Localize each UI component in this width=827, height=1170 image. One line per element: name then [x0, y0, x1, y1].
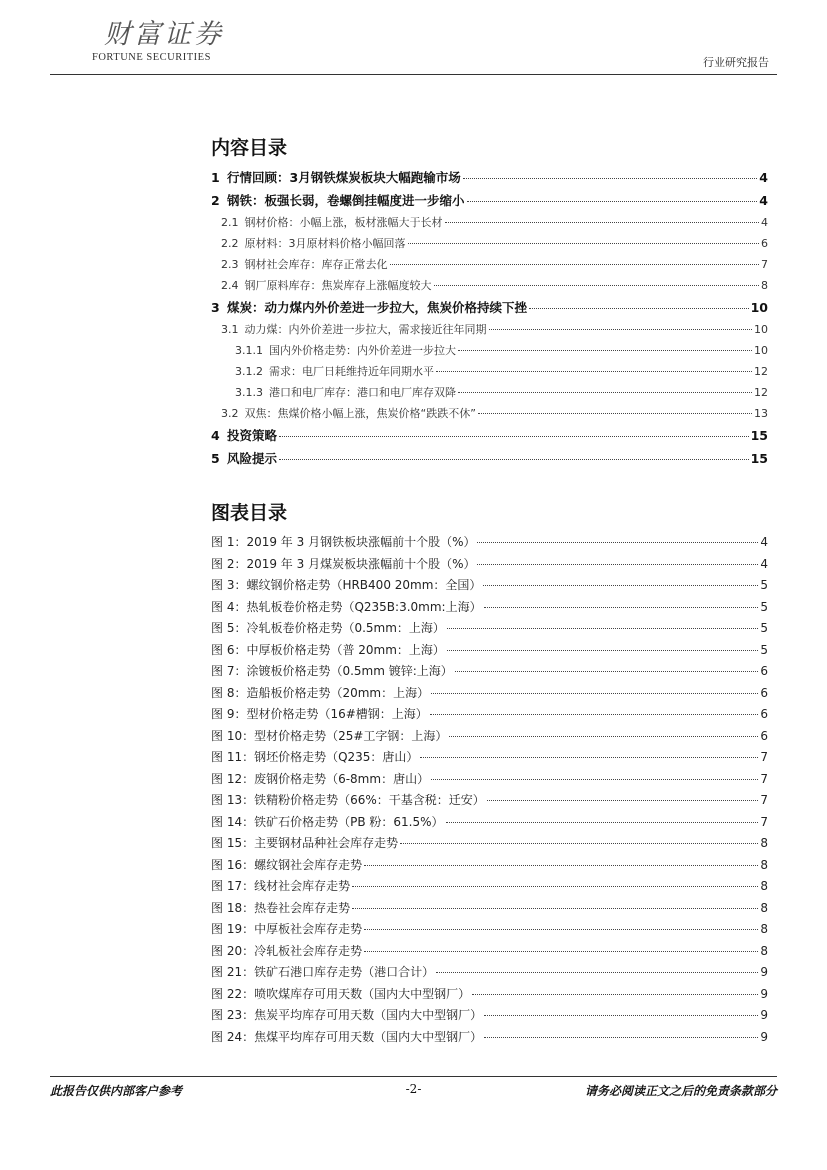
toc-entry-label: 钢厂原料库存：焦炭库存上涨幅度较大	[244, 279, 432, 292]
figure-entry[interactable]	[211, 985, 768, 1007]
dot-leader	[445, 222, 760, 223]
toc-entry-label: 图 7：涂镀板价格走势（0.5mm 镀锌:上海）	[211, 664, 453, 678]
toc-entry-page: 8	[760, 922, 768, 936]
dot-leader	[458, 392, 752, 393]
toc-entry-page: 8	[760, 836, 768, 850]
dot-leader	[364, 865, 758, 866]
dot-leader	[484, 1015, 758, 1016]
toc-entry-page: 6	[760, 685, 768, 700]
toc-entry-page: 8	[761, 279, 768, 292]
footer-disclaimer-right: 请务必阅读正文之后的免责条款部分	[584, 1084, 777, 1098]
toc-entry-page: 7	[761, 258, 768, 271]
dot-leader	[477, 542, 758, 543]
dot-leader	[477, 564, 758, 565]
toc-entry-label: 图 17：线材社会库存走势	[211, 879, 351, 893]
toc-entry-label: 风险提示	[227, 451, 278, 466]
dot-leader	[463, 178, 758, 179]
dot-leader	[446, 822, 759, 823]
toc-entry-page: 7	[760, 814, 768, 829]
figure-entry[interactable]	[211, 813, 768, 835]
toc-entry[interactable]	[211, 235, 768, 256]
toc-entry-number: 5	[211, 451, 220, 466]
figure-entry[interactable]	[211, 662, 768, 684]
dot-leader	[449, 736, 758, 737]
toc-entry-page: 7	[760, 750, 768, 764]
toc-entry-page: 8	[760, 900, 768, 915]
toc-entry-label: 钢材价格：小幅上涨，板材涨幅大于长材	[244, 216, 443, 229]
toc-entry-page: 8	[760, 879, 768, 893]
toc-entry-page: 5	[760, 599, 768, 614]
toc-entry-label: 图 6：中厚板价格走势（普 20mm：上海）	[211, 642, 445, 657]
figure-entry[interactable]	[211, 942, 768, 964]
dot-leader	[447, 628, 758, 629]
toc-entry[interactable]	[211, 214, 768, 235]
toc-entry-label: 图 2：2019 年 3 月煤炭板块涨幅前十个股（%）	[211, 556, 476, 571]
toc-entry-label: 投资策略	[227, 428, 278, 443]
toc-entry-label: 动力煤：内外价差进一步拉大，需求接近往年同期	[244, 323, 487, 336]
toc-entry-page: 4	[760, 556, 768, 571]
toc-entry[interactable]	[211, 363, 768, 384]
dot-leader	[472, 994, 758, 995]
figure-entry[interactable]	[211, 727, 768, 749]
dot-leader	[489, 329, 753, 330]
toc-entry-page: 12	[754, 365, 768, 378]
toc-entry-page: 6	[760, 728, 768, 743]
toc-entry-page: 8	[760, 857, 768, 872]
toc-entry-label: 图 14：铁矿石价格走势（PB 粉：61.5%）	[211, 814, 444, 829]
toc-entry-number: 3.1	[221, 323, 239, 336]
toc-entry-label: 需求：电厂日耗维持近年同期水平	[269, 365, 434, 378]
dot-leader	[484, 1037, 758, 1038]
dot-leader	[484, 607, 759, 608]
toc-entry[interactable]	[211, 449, 768, 472]
toc-entry[interactable]	[211, 168, 768, 191]
figure-entry[interactable]	[211, 791, 768, 813]
toc-entry-number: 2.4	[221, 279, 239, 292]
toc-entry-label: 图 9：型材价格走势（16#槽钢：上海）	[211, 707, 428, 721]
dot-leader	[279, 459, 749, 460]
toc-entry-page: 4	[759, 193, 768, 208]
dot-leader	[467, 201, 758, 202]
toc-entry[interactable]	[211, 342, 768, 363]
toc-entry-page: 7	[760, 793, 768, 807]
dot-leader	[529, 308, 749, 309]
footer-disclaimer-left: 此报告仅供内部客户参考	[50, 1084, 183, 1098]
dot-leader	[431, 779, 758, 780]
figure-entry[interactable]	[211, 877, 768, 899]
dot-leader	[430, 714, 759, 715]
dot-leader	[408, 243, 760, 244]
toc-entry-page: 9	[760, 965, 768, 979]
toc-entry-page: 5	[760, 642, 768, 657]
figure-entry[interactable]	[211, 856, 768, 878]
toc-entry-page: 6	[760, 707, 768, 721]
toc-entry-label: 图 20：冷轧板社会库存走势	[211, 943, 363, 958]
toc-entry-page: 15	[750, 451, 768, 466]
toc-entry[interactable]	[211, 384, 768, 405]
toc-entry-page: 13	[754, 407, 768, 420]
toc-entry-page: 9	[760, 1029, 768, 1044]
dot-leader	[390, 264, 760, 265]
toc-entry-label: 图 21：铁矿石港口库存走势（港口合计）	[211, 965, 435, 979]
toc-entry[interactable]	[211, 405, 768, 426]
header-divider	[50, 74, 777, 75]
dot-leader	[364, 929, 758, 930]
toc-entry-page: 5	[760, 578, 768, 592]
toc-entry-page: 6	[760, 664, 768, 678]
toc-entry-label: 图 3：螺纹钢价格走势（HRB400 20mm：全国）	[211, 578, 482, 592]
dot-leader	[431, 693, 758, 694]
toc-entry-label: 图 1：2019 年 3 月钢铁板块涨幅前十个股（%）	[211, 535, 476, 549]
dot-leader	[352, 886, 758, 887]
dot-leader	[487, 800, 759, 801]
toc-entry-label: 双焦：焦煤价格小幅上涨，焦炭价格“跌跌不休”	[244, 407, 476, 420]
toc-entry-page: 5	[760, 621, 768, 635]
figure-entry[interactable]	[211, 619, 768, 641]
dot-leader	[420, 757, 758, 758]
figure-entry[interactable]	[211, 705, 768, 727]
toc-entry-label: 行情回顾：3月钢铁煤炭板块大幅跑输市场	[227, 170, 461, 185]
figure-entry[interactable]	[211, 920, 768, 942]
toc-entry[interactable]	[211, 298, 768, 321]
toc-entry-label: 图 10：型材价格走势（25#工字钢：上海）	[211, 728, 448, 743]
toc-entry-page: 4	[760, 535, 768, 549]
toc-entry-label: 图 24：焦煤平均库存可用天数（国内大中型钢厂）	[211, 1029, 483, 1044]
dot-leader	[478, 413, 752, 414]
company-logo: 财富证券	[104, 19, 224, 50]
toc-entry-page: 6	[761, 237, 768, 250]
toc-entry-number: 3.2	[221, 407, 239, 420]
toc-entry-label: 图 11：钢坯价格走势（Q235：唐山）	[211, 750, 419, 764]
page-number: -2-	[405, 1082, 422, 1096]
figure-entry[interactable]	[211, 834, 768, 856]
toc-entry-label: 原材料：3月原材料价格小幅回落	[244, 237, 406, 250]
toc-entry-label: 图 15：主要钢材品种社会库存走势	[211, 836, 399, 850]
toc-entry-label: 图 19：中厚板社会库存走势	[211, 922, 363, 936]
toc-entry-number: 2.3	[221, 258, 239, 271]
report-type-label: 行业研究报告	[703, 56, 769, 69]
toc-entry-label: 钢材社会库存：库存正常去化	[244, 258, 388, 271]
toc-entry-label: 国内外价格走势：内外价差进一步拉大	[269, 344, 456, 357]
toc-entry-number: 3.1.1	[235, 344, 263, 357]
figures-title: 图表目录	[211, 502, 288, 524]
toc-entry-page: 15	[750, 428, 768, 443]
toc-entry-label: 图 8：造船板价格走势（20mm：上海）	[211, 685, 430, 700]
dot-leader	[352, 908, 758, 909]
dot-leader	[455, 671, 759, 672]
toc-entry-number: 4	[211, 428, 220, 443]
toc-entry[interactable]	[211, 426, 768, 449]
dot-leader	[434, 285, 760, 286]
toc-entry-page: 4	[759, 170, 768, 185]
toc-entry-number: 3	[211, 300, 220, 315]
toc-entry-page: 12	[754, 386, 768, 399]
company-logo-english: FORTUNE SECURITIES	[92, 52, 211, 63]
toc-entry-label: 钢铁：板强长弱，卷螺倒挂幅度进一步缩小	[227, 193, 465, 208]
contents-list	[211, 168, 768, 472]
toc-entry-page: 10	[750, 300, 768, 315]
figure-entry[interactable]	[211, 1028, 768, 1050]
toc-entry-page: 10	[754, 323, 768, 336]
toc-entry-page: 9	[760, 986, 768, 1001]
toc-entry-label: 图 13：铁精粉价格走势（66%：干基含税：迁安）	[211, 793, 485, 807]
figure-entry[interactable]	[211, 641, 768, 663]
toc-entry-page: 4	[761, 216, 768, 229]
toc-entry[interactable]	[211, 191, 768, 214]
toc-entry-number: 2.2	[221, 237, 239, 250]
toc-entry-page: 8	[760, 943, 768, 958]
toc-entry-number: 2.1	[221, 216, 239, 229]
footer-divider	[50, 1076, 777, 1077]
dot-leader	[447, 650, 758, 651]
toc-entry-number: 3.1.2	[235, 365, 263, 378]
toc-entry-page: 9	[760, 1008, 768, 1022]
toc-entry-label: 图 4：热轧板卷价格走势（Q235B:3.0mm:上海）	[211, 599, 482, 614]
toc-entry-label: 图 12：废钢价格走势（6-8mm：唐山）	[211, 771, 430, 786]
figure-entry[interactable]	[211, 899, 768, 921]
toc-entry-number: 3.1.3	[235, 386, 263, 399]
figure-entry[interactable]	[211, 555, 768, 577]
dot-leader	[458, 350, 752, 351]
dot-leader	[436, 371, 752, 372]
figure-entry[interactable]	[211, 1006, 768, 1028]
figure-entry[interactable]	[211, 963, 768, 985]
figure-entry[interactable]	[211, 770, 768, 792]
toc-entry-label: 图 18：热卷社会库存走势	[211, 900, 351, 915]
toc-entry-label: 图 23：焦炭平均库存可用天数（国内大中型钢厂）	[211, 1008, 483, 1022]
figure-entry[interactable]	[211, 684, 768, 706]
figure-entry[interactable]	[211, 748, 768, 770]
toc-entry-label: 图 5：冷轧板卷价格走势（0.5mm：上海）	[211, 621, 445, 635]
dot-leader	[400, 843, 758, 844]
toc-entry-label: 港口和电厂库存：港口和电厂库存双降	[269, 386, 456, 399]
toc-entry-number: 1	[211, 170, 220, 185]
figure-entry[interactable]	[211, 533, 768, 555]
page-header	[0, 0, 827, 80]
dot-leader	[364, 951, 758, 952]
figure-entry[interactable]	[211, 598, 768, 620]
dot-leader	[483, 585, 758, 586]
toc-entry-label: 图 16：螺纹钢社会库存走势	[211, 857, 363, 872]
figures-list	[211, 533, 768, 1049]
toc-entry-page: 10	[754, 344, 768, 357]
figure-entry[interactable]	[211, 576, 768, 598]
dot-leader	[279, 436, 749, 437]
toc-entry-number: 2	[211, 193, 220, 208]
toc-entry[interactable]	[211, 256, 768, 277]
dot-leader	[436, 972, 758, 973]
toc-entry[interactable]	[211, 277, 768, 298]
contents-title: 内容目录	[211, 137, 288, 159]
toc-entry-label: 图 22：喷吹煤库存可用天数（国内大中型钢厂）	[211, 986, 471, 1001]
toc-entry-label: 煤炭：动力煤内外价差进一步拉大，焦炭价格持续下挫	[227, 300, 528, 315]
toc-entry-page: 7	[760, 771, 768, 786]
toc-entry[interactable]	[211, 321, 768, 342]
